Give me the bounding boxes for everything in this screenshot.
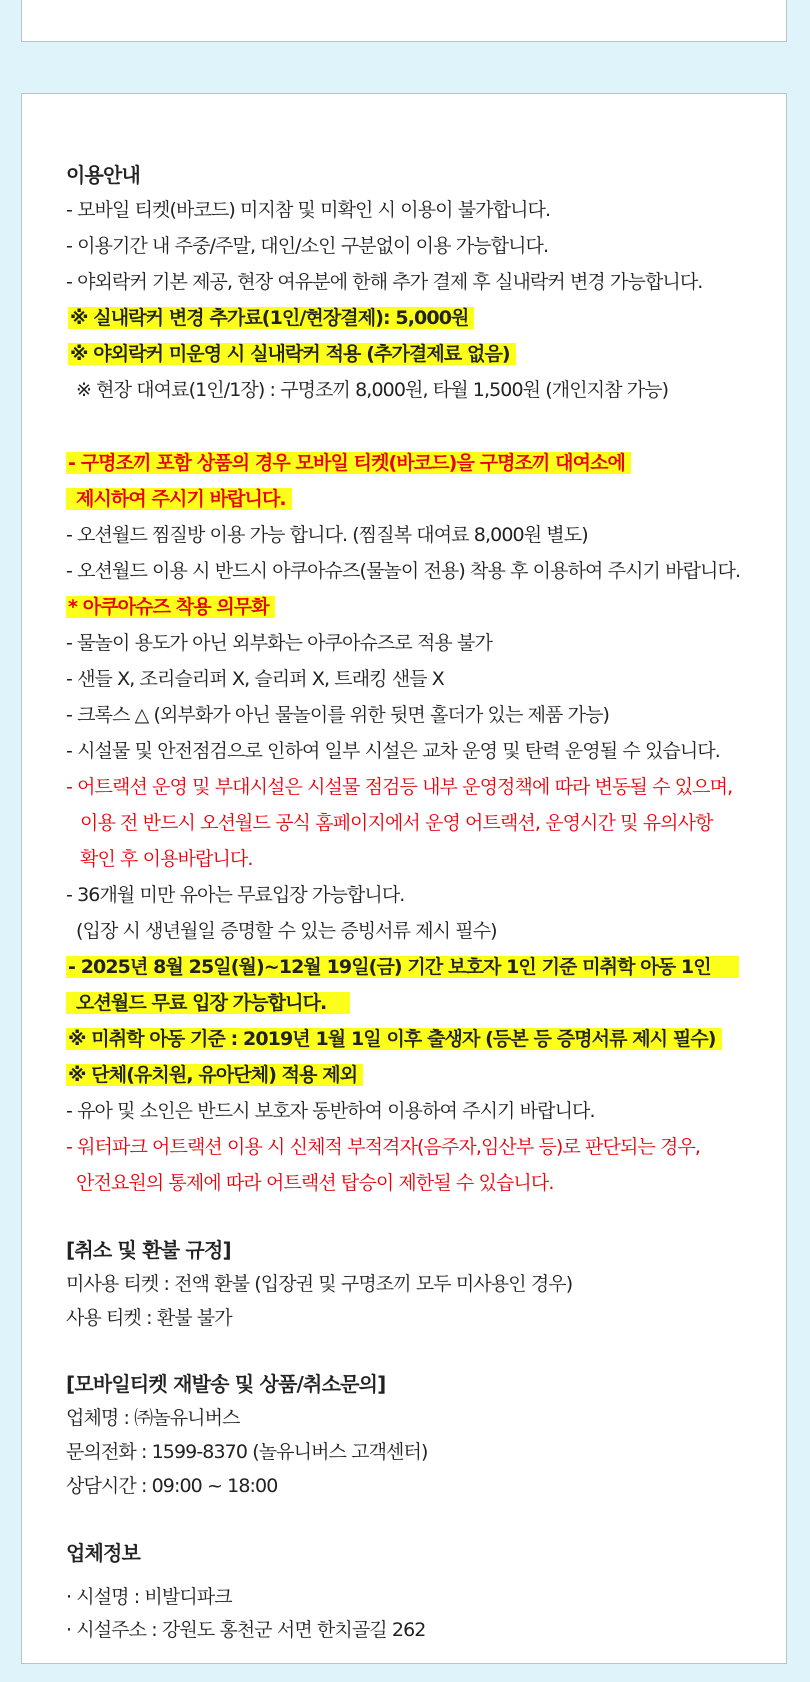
previous-section-card <box>21 0 787 42</box>
usage-line: - 물놀이 용도가 아닌 외부화는 아쿠아슈즈로 적용 불가 <box>66 632 492 654</box>
company-line: · 시설명 : 비발디파크 <box>66 1586 232 1608</box>
company-line: · 시설주소 : 강원도 홍천군 서면 한치골길 262 <box>66 1619 426 1641</box>
contact-line: 상담시간 : 09:00 ~ 18:00 <box>66 1475 278 1497</box>
contact-line: 문의전화 : 1599-8370 (놀유니버스 고객센터) <box>66 1441 428 1463</box>
usage-line: - 크록스 △ (외부화가 아닌 물놀이를 위한 뒷면 홀더가 있는 제품 가능) <box>66 704 610 726</box>
usage-line: - 이용기간 내 주중/주말, 대인/소인 구분없이 이용 가능합니다. <box>66 235 549 257</box>
refund-line: 사용 티켓 : 환불 불가 <box>66 1307 232 1329</box>
refund-heading: [취소 및 환불 규정] <box>66 1238 231 1262</box>
highlight-locker-fee: ※ 실내락커 변경 추가료(1인/현장결제): 5,000원 <box>68 307 474 329</box>
usage-line: (입장 시 생년월일 증명할 수 있는 증빙서류 제시 필수) <box>76 920 497 942</box>
usage-line: - 모바일 티켓(바코드) 미지참 및 미확인 시 이용이 불가합니다. <box>66 199 551 221</box>
attraction-notice-cont: 확인 후 이용바랍니다. <box>80 848 253 870</box>
company-heading: 업체정보 <box>66 1541 141 1565</box>
safety-notice: - 워터파크 어트랙션 이용 시 신체적 부적격자(음주자,임산부 등)로 판단되는 경우, <box>66 1136 701 1158</box>
highlight-aquashoes: * 아쿠아슈즈 착용 의무화 <box>66 596 275 618</box>
usage-heading: 이용안내 <box>66 163 141 187</box>
highlight-free-child-cont: 오션월드 무료 입장 가능합니다. <box>66 992 350 1014</box>
usage-line: - 유아 및 소인은 반드시 보호자 동반하여 이용하여 주시기 바랍니다. <box>66 1100 595 1122</box>
contact-heading: [모바일티켓 재발송 및 상품/취소문의] <box>66 1372 386 1396</box>
usage-line: - 시설물 및 안전점검으로 인하여 일부 시설은 교차 운영 및 탄력 운영될 수 있습니다. <box>66 740 720 762</box>
contact-line: 업체명 : ㈜놀유니버스 <box>66 1407 240 1429</box>
usage-line: - 오션월드 이용 시 반드시 아쿠아슈즈(물놀이 전용) 착용 후 이용하여 주시기 바랍니다. <box>66 560 741 582</box>
usage-line: - 샌들 X, 조리슬리퍼 X, 슬리퍼 X, 트래킹 샌들 X <box>66 668 444 690</box>
highlight-lifevest-notice: - 구명조끼 포함 상품의 경우 모바일 티켓(바코드)을 구명조끼 대여소에 <box>66 452 631 474</box>
highlight-lifevest-notice-cont: 제시하여 주시기 바랍니다. <box>66 488 292 510</box>
usage-line: - 야외락커 기본 제공, 현장 여유분에 한해 추가 결제 후 실내락커 변경 가능합니다. <box>66 271 703 293</box>
notice-card <box>21 93 787 1664</box>
highlight-free-child: - 2025년 8월 25일(월)~12월 19일(금) 기간 보호자 1인 기준 미취학 아동 1인 <box>66 956 739 978</box>
refund-line: 미사용 티켓 : 전액 환불 (입장권 및 구명조끼 모두 미사용인 경우) <box>66 1273 573 1295</box>
usage-line: - 오션월드 찜질방 이용 가능 합니다. (찜질복 대여료 8,000원 별도) <box>66 524 588 546</box>
highlight-group-excluded: ※ 단체(유치원, 유아단체) 적용 제외 <box>66 1064 363 1086</box>
attraction-notice-cont: 이용 전 반드시 오션월드 공식 홈페이지에서 운영 어트랙션, 운영시간 및 유의사항 <box>80 812 713 834</box>
usage-line: - 36개월 미만 유아는 무료입장 가능합니다. <box>66 884 405 906</box>
highlight-child-criteria: ※ 미취학 아동 기준 : 2019년 1월 1일 이후 출생자 (등본 등 증명서류 제시 필수) <box>66 1028 722 1050</box>
rental-fee-note: ※ 현장 대여료(1인/1장) : 구명조끼 8,000원, 타월 1,500원 (개인지참 가능) <box>76 379 669 401</box>
attraction-notice: - 어트랙션 운영 및 부대시설은 시설물 점검등 내부 운영정책에 따라 변동될 수 있으며, <box>66 776 733 798</box>
highlight-locker-free: ※ 야외락커 미운영 시 실내락커 적용 (추가결제료 없음) <box>68 343 516 365</box>
safety-notice-cont: 안전요원의 통제에 따라 어트랙션 탑승이 제한될 수 있습니다. <box>76 1172 554 1194</box>
